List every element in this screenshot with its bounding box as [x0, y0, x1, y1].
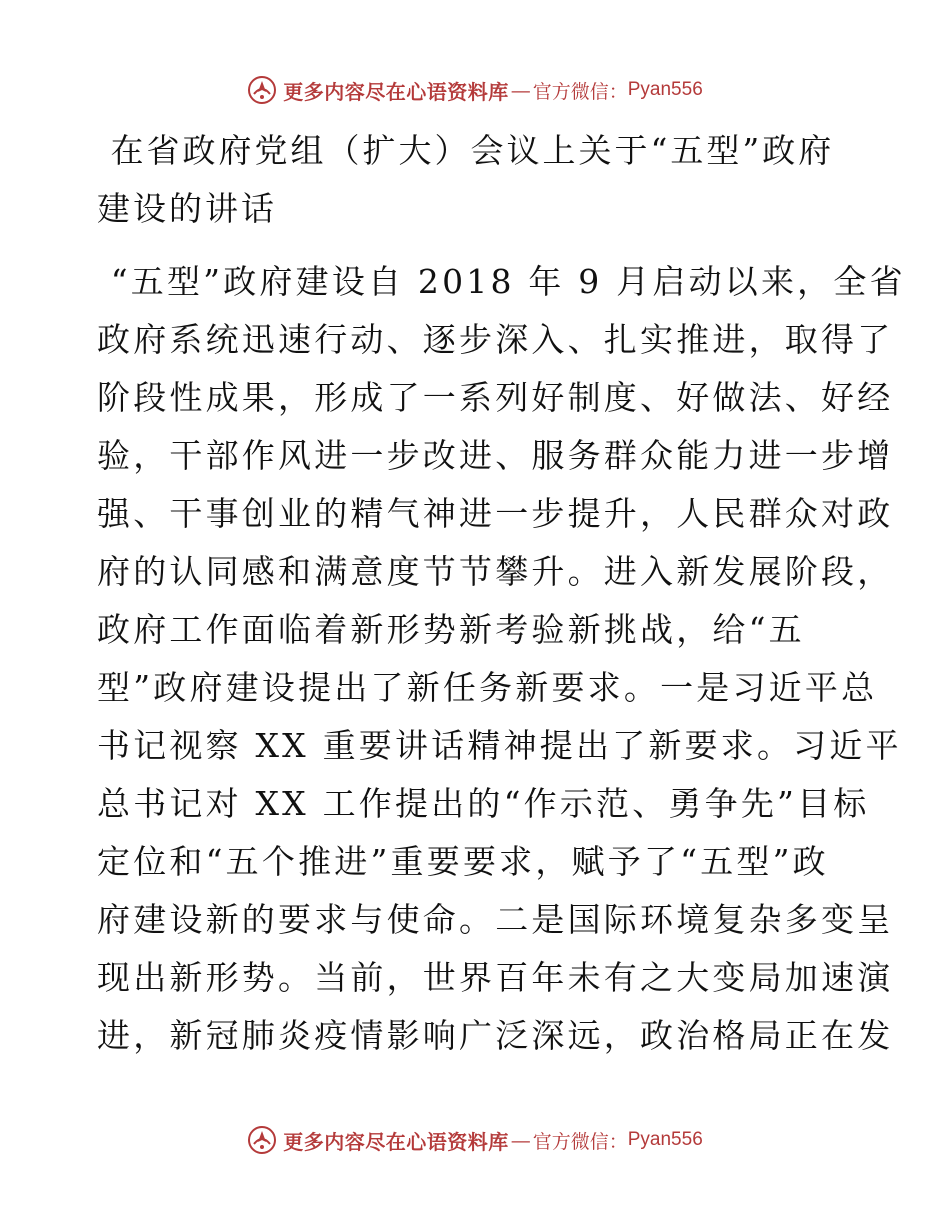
body-line: 进，新冠肺炎疫情影响广泛深远，政治格局正在发 — [97, 1016, 894, 1055]
body-line: 府建设新的要求与使命。二是国际环境复杂多变呈 — [97, 900, 894, 939]
body-line: 书记视察 XX 重要讲话精神提出了新要求。习近平 — [97, 726, 902, 765]
body-line: 阶段性成果，形成了一系列好制度、好做法、好经 — [97, 378, 894, 417]
body-line: 定位和“五个推进”重要要求，赋予了“五型”政 — [97, 842, 829, 881]
body-line: 政府系统迅速行动、逐步深入、扎实推进，取得了 — [97, 320, 894, 359]
body-line: 总书记对 XX 工作提出的“作示范、勇争先”目标 — [97, 784, 870, 823]
body-line: 政府工作面临着新形势新考验新挑战，给“五 — [97, 610, 805, 649]
watermark-wechat-label: 官方微信： — [532, 80, 628, 103]
body-line: 现出新形势。当前，世界百年未有之大变局加速演 — [97, 958, 894, 997]
title-line: 在省政府党组（扩大）会议上关于“五型”政府 — [97, 131, 835, 170]
book-pen-logo-icon — [247, 1125, 277, 1155]
watermark-dash: — — [510, 1128, 531, 1152]
watermark-wechat-id: Pyan556 — [627, 79, 703, 100]
footer-watermark — [0, 1120, 950, 1160]
body-line: 府的认同感和满意度节节攀升。进入新发展阶段， — [97, 552, 894, 591]
watermark-wechat-id: Pyan556 — [627, 1129, 703, 1150]
book-pen-logo-icon — [247, 75, 277, 105]
watermark-brand: 更多内容尽在心语资料库 — [283, 79, 509, 104]
watermark-dash: — — [510, 78, 531, 102]
title-line: 建设的讲话 — [97, 189, 277, 228]
document-title — [97, 122, 857, 238]
body-line: “五型”政府建设自 2018 年 9 月启动以来，全省 — [97, 262, 906, 301]
document-body — [97, 253, 906, 1065]
watermark-wechat-label: 官方微信： — [532, 1130, 628, 1153]
body-line: 验，干部作风进一步改进、服务群众能力进一步增 — [97, 436, 894, 475]
header-watermark — [0, 70, 950, 110]
watermark-brand: 更多内容尽在心语资料库 — [283, 1129, 509, 1154]
body-line: 型”政府建设提出了新任务新要求。一是习近平总 — [97, 668, 878, 707]
body-line: 强、干事创业的精气神进一步提升，人民群众对政 — [97, 494, 894, 533]
